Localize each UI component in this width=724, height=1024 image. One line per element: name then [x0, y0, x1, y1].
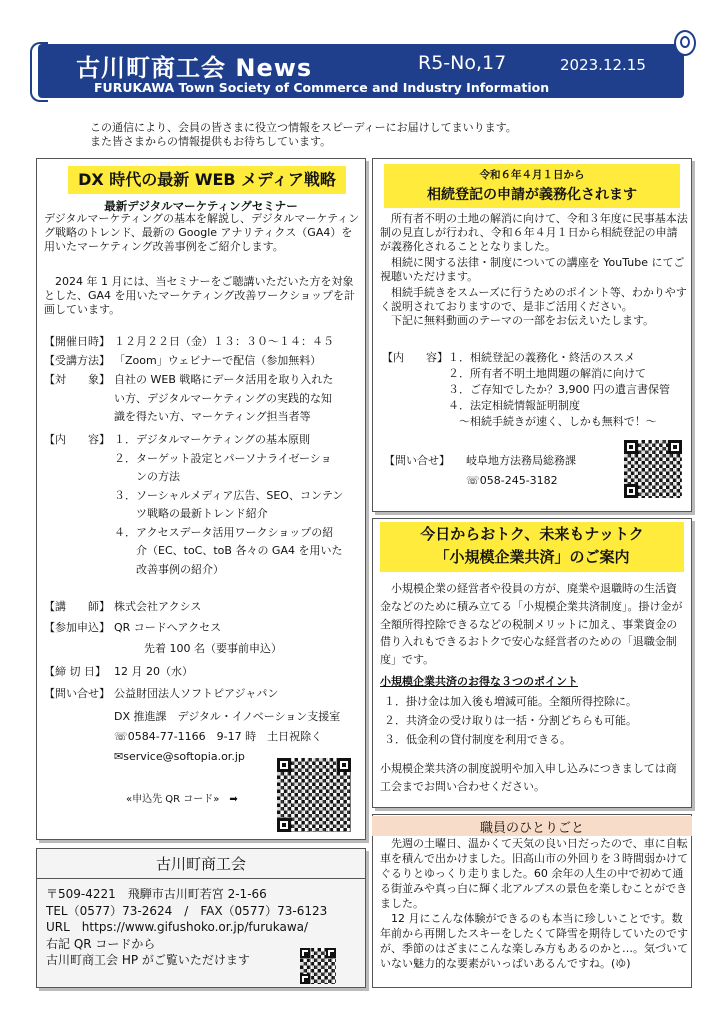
dx-paragraph: デジタルマーケティングの基本を解説し、デジタルマーケティング戦略のトレンド、最新の Google アナリティクス（GA4）を用いたマーケティング改善事例をご紹介します。 [44, 212, 360, 253]
dx-target-value [114, 371, 333, 427]
website-link[interactable]: URL https://www.gifushoko.or.jp/furukawa/ [46, 920, 309, 934]
line: １．デジタルマーケティングの基本原則 [114, 433, 311, 446]
value: 株式会社アクシス [114, 600, 202, 613]
issue-date: 2023.12.15 [560, 56, 646, 74]
line: DX 推進課 デジタル・イノベーション支援室 [114, 710, 341, 723]
phone-fax: TEL（0577）73-2624 / FAX（0577）73-6123 [46, 903, 328, 918]
line: ２．ターゲット設定とパーソナライゼーショ [114, 451, 332, 465]
dx-deadline-row [44, 663, 193, 682]
inheritance-contact-label: 【問い合せ】 [384, 454, 450, 467]
mutual-aid-points [384, 692, 684, 749]
mutual-aid-body: 小規模企業の経営者や役員の方が、廃業や退職時の生活資金などのために積み立てる「小規模企業共済制度」。掛け金が全額所得控除できるなどの税制メリットに加え、事業資金の借り入れもできるおトクで安心な経営者のための「退職金制度」です。 [380, 582, 683, 667]
dx-lecturer-row [44, 598, 201, 617]
line: ３．ソーシャルメディア広告、SEO、コンテン [114, 488, 344, 502]
inheritance-qr-code[interactable] [624, 440, 682, 498]
paragraph: 12 月にこんな体験ができるのも本当に珍しいことです。数年前から再開したスキーをしたくて降雪を期待していたのですが、季節のはざまにこんな楽しみ方もあるのかと…。気づいていない魅力的な要素がいっぱいあるんですね。(ゆ) [380, 912, 688, 970]
dx-paragraph: 2024 年 1 月には、当セミナーをご聴講いただいた方を対象とした、GA4 を用いたマーケティング改善ワークショップを計画しています。 [44, 275, 356, 316]
inheritance-content-list [448, 350, 670, 430]
apply-qr-code[interactable] [277, 758, 351, 832]
paragraph: 下記に無料動画のテーマの一部をお伝えいたします。 [391, 314, 655, 327]
label: 【開催日時】 [44, 335, 110, 348]
dx-title: DX 時代の最新 WEB メディア戦略 [68, 166, 346, 194]
line: ンの方法 [114, 470, 180, 483]
line: ツ戦略の最新トレンド紹介 [114, 507, 268, 520]
inheritance-contact-org: 岐阜地方法務局総務課 [466, 454, 576, 467]
label: 【参加申込】 [44, 621, 110, 634]
mutual-aid-title: 今日からおトク、未来もナットク [420, 525, 644, 543]
line: 改善事例の紹介） [114, 562, 224, 576]
dx-apply-row [44, 619, 221, 638]
line: 識を得たい方、マーケティング担当者等 [114, 410, 311, 423]
qr-caption: «申込先 QR コード» ➡ [126, 794, 238, 805]
dx-method-row [44, 352, 321, 371]
dx-content-value [114, 431, 343, 579]
staff-column-body [380, 836, 688, 971]
line: い方、デジタルマーケティングの実践的な知 [114, 391, 333, 405]
list-item: ２．共済金の受け取りは一括・分割どちらも可能。 [384, 714, 637, 727]
intro-text [90, 121, 650, 149]
intro-line: また皆さまからの情報提供もお待ちしています。 [90, 135, 332, 148]
value: 12 月 20（水） [114, 665, 193, 678]
line: ４．法定相続情報証明制度 [448, 399, 580, 412]
inheritance-content-label: 【内 容】 [382, 351, 448, 364]
label: 【対 象】 [44, 373, 110, 386]
dx-apply-capacity: 先着 100 名（要事前申込） [144, 642, 282, 655]
dx-subtitle: 最新デジタルマーケティングセミナー [104, 199, 298, 213]
inheritance-title: 相続登記の申請が義務化されます [427, 187, 637, 203]
label: 【内 容】 [44, 433, 110, 446]
inheritance-body [380, 212, 688, 328]
label: 【講 師】 [44, 600, 110, 613]
mutual-aid-points-title: 小規模企業共済のお得な３つのポイント [380, 675, 578, 688]
line: ～相続手続きが速く、しかも無料で！～ [448, 415, 657, 428]
staff-column-title: 職員のひとりごと [479, 821, 584, 836]
line: ☏0584-77-1166 9-17 時 土日祝除く [114, 730, 323, 743]
paragraph: 相続手続きをスムーズに行うためのポイント等、わかりやすく説明されておりますので、是非ご活用ください。 [380, 286, 687, 313]
dx-date-row [44, 333, 334, 352]
banner-scroll-curl [680, 36, 690, 48]
paragraph: 所有者不明の土地の解消に向けて、令和３年度に民事基本法制の見直しが行われ、令和６年４月１日から相続登記の申請が義務化されることとなりました。 [380, 212, 688, 253]
dx-content-row [44, 431, 114, 450]
line: 右記 QR コードから [46, 936, 156, 951]
label: 【締 切 日】 [44, 665, 106, 678]
value: １２月２２日（金）１３：３０～１４：４５ [114, 335, 334, 348]
email-link[interactable]: ✉service@softopia.or.jp [114, 750, 245, 763]
effective-date: 令和６年４月１日から [479, 169, 585, 181]
line: 古川町商工会 HP がご覧いただけます [46, 953, 250, 967]
list-item: １．掛け金は加入後も増減可能。全額所得控除に。 [384, 695, 637, 708]
value: QR コードへアクセス [114, 621, 222, 634]
line: ３．ご存知でしたか？3,900 円の遺言書保管 [448, 383, 670, 396]
issue-number: R5-No,17 [418, 52, 507, 74]
line: ４．アクセスデータ活用ワークショップの紹 [114, 525, 334, 539]
list-item: ３．低金利の貸付制度を利用できる。 [384, 733, 571, 746]
divider [36, 878, 366, 879]
newsletter-title: 古川町商工会 News [76, 54, 313, 82]
inheritance-contact-tel: ☏058-245-3182 [466, 474, 558, 487]
line: 介（EC、toC、toB 各々の GA4 を用いた [114, 544, 343, 557]
value: 公益財団法人ソフトピアジャパン [114, 687, 279, 700]
paragraph: 相続に関する法律・制度についての講座を YouTube にてご視聴いただけます。 [380, 256, 685, 283]
mutual-aid-footer: 小規模企業共済の制度説明や加入申し込みにつきましては商工会までお問い合わせください。 [380, 762, 677, 793]
intro-line: この通信により、会員の皆さまに役立つ情報をスピーディーにお届けしてまいります。 [90, 121, 517, 134]
newsletter-subtitle: FURUKAWA Town Society of Commerce and Industry Information [94, 80, 550, 95]
line: １．相続登記の義務化・終活のススメ [448, 351, 635, 364]
company-qr-code[interactable] [300, 948, 336, 984]
company-name: 古川町商工会 [155, 855, 246, 873]
paragraph: 先週の土曜日、温かくて天気の良い日だったので、車に自転車を積んで出かけました。旧高山市の外回りを３時間弱かけてぐるりとゆっくり走りました。60 余年の人生の中で初めて通る街並みや真っ白に輝く北アルプスの景色を楽しむことができました。 [380, 837, 688, 910]
address: 〒509-4221 飛騨市古川町若宮 2-1-66 [46, 887, 267, 901]
dx-target-row [44, 371, 114, 390]
mutual-aid-subtitle: 「小規模企業共済」のご案内 [434, 548, 630, 566]
label: 【問い合せ】 [44, 687, 110, 700]
value: 「Zoom」ウェビナーで配信（参加無料） [114, 354, 322, 367]
line: 自社の WEB 戦略にデータ活用を取り入れた [114, 373, 334, 386]
dx-contact-row [44, 685, 278, 704]
line: ２．所有者不明土地問題の解消に向けて [448, 367, 646, 380]
label: 【受講方法】 [44, 354, 110, 367]
